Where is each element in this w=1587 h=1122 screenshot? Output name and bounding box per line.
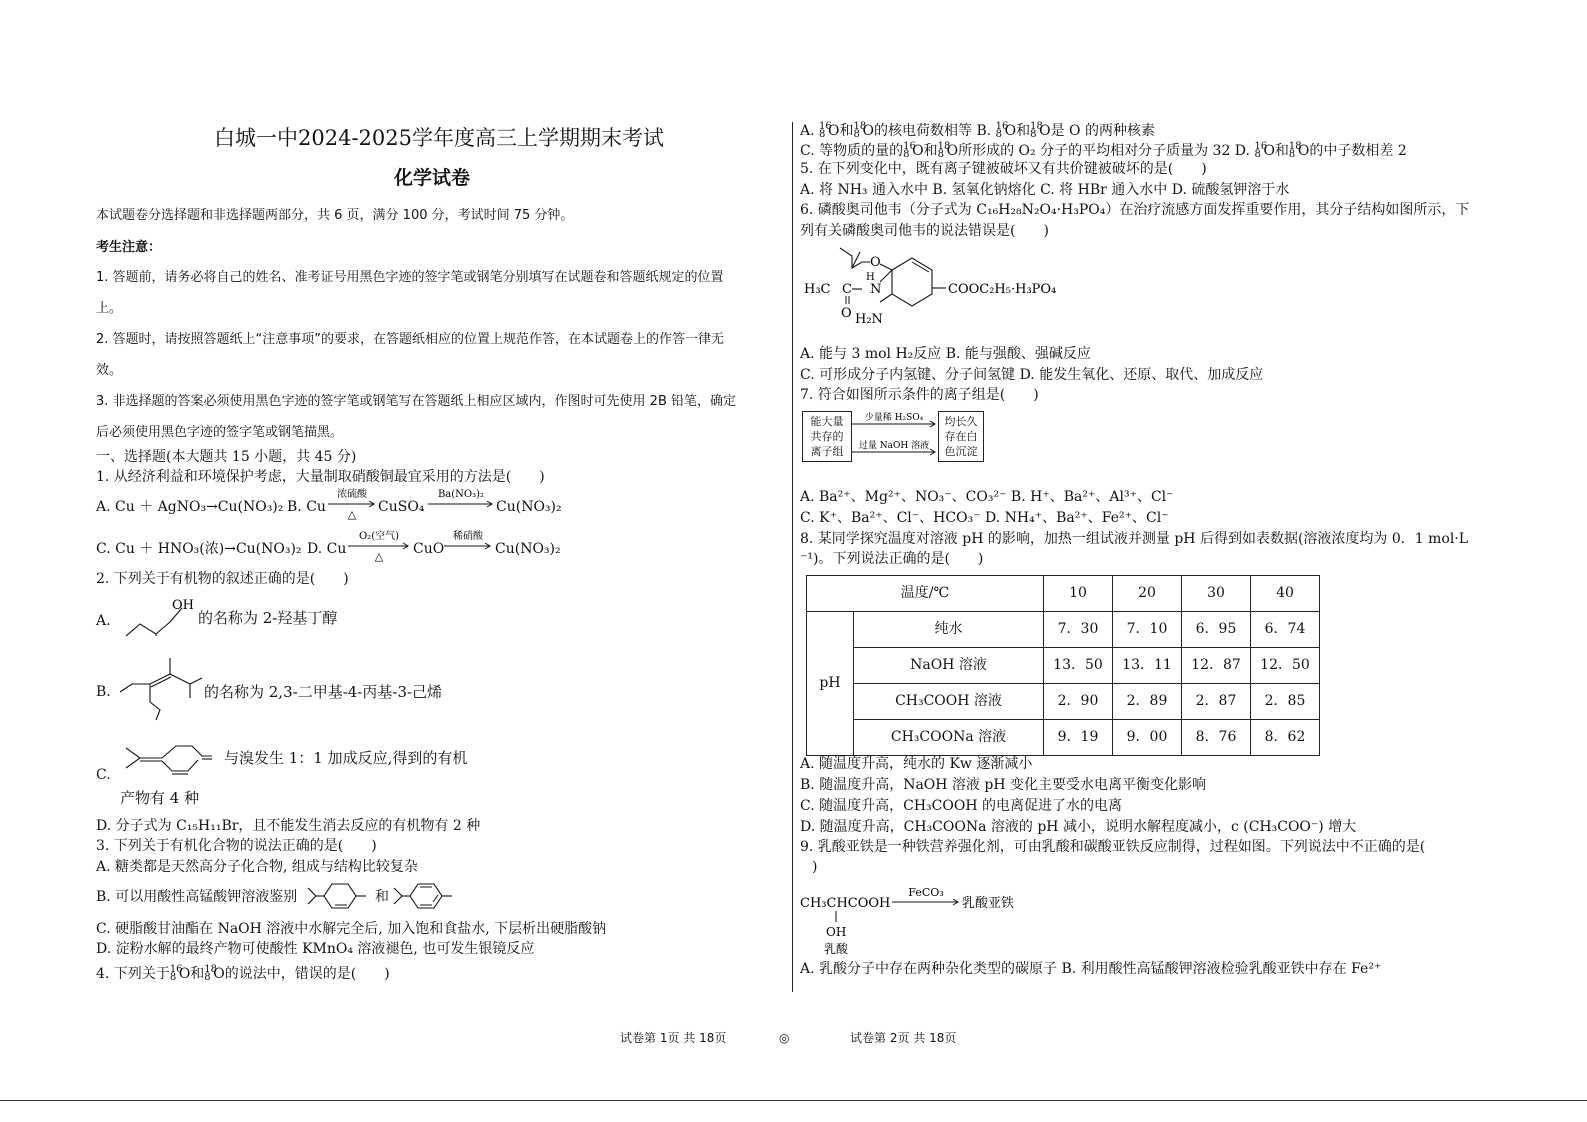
q3-option-c: C. 硬脂酸甘油酯在 NaOH 溶液中水解完全后, 加入饱和食盐水, 下层析出硬脂酸钠 [96,921,607,937]
q9-stem-2: ) [812,859,818,875]
note-1b: 上。 [96,301,123,316]
q8-option-d: D. 随温度升高，CH₃COONa 溶液的 pH 减小，说明水解程度减小，c (CH₃COO⁻) 增大 [800,819,1357,835]
column-divider [792,122,793,992]
q3-stem: 3. 下列关于有机化合物的说法正确的是( ) [96,838,377,854]
table-cell: 2．85 [1251,684,1320,720]
q1-d-intermediate: CuO [413,541,445,557]
section-heading: 一、选择题(本大题共 15 小题，共 45 分) [96,449,357,465]
table-row [807,684,1320,720]
q2-b-structure [116,654,206,724]
page-number-left: 试卷第 1页 共 18页 [620,1031,727,1045]
table-cell: 12．50 [1251,648,1320,684]
table-cell: 2．89 [1113,684,1182,720]
svg-text:N: N [870,282,882,297]
q4-and: 和 [190,966,205,982]
oxygen-symbol: O [213,966,225,982]
q9-options-ab: A. 乳酸分子中存在两种杂化类型的碳原子 B. 利用酸性高锰酸钾溶液检验乳酸亚铁中存在 Fe²⁺ [800,961,1382,977]
q4-options-cd: C. 等物质的量的 16 8 O和 18 8 O所形成的 O₂ 分子的平均相对分子质量为 32 D. 16 8 O和 18 8 O的中子数相差 2 [800,141,1407,160]
q1-stem: 1. 从经济利益和环境保护考虑，大量制取硝酸铜最宜采用的方法是( ) [96,469,545,485]
note-2a: 2. 答题时，请按照答题纸上“注意事项”的要求，在答题纸相应的位置上规范作答，在本试题卷上的作答一律无 [96,332,725,347]
table-cell: 9．00 [1113,720,1182,756]
note-2b: 效。 [96,363,123,378]
q1-b-arrow1-top: 浓硫酸 [337,489,367,500]
table-cell: 8．62 [1251,720,1320,756]
svg-text:H₂N: H₂N [855,312,883,327]
svg-text:COOC₂H₅·H₃PO₄: COOC₂H₅·H₃PO₄ [948,282,1057,297]
table-group-cell: pH [807,612,854,756]
q6-options-ab: A. 能与 3 mol H₂反应 B. 能与强酸、强碱反应 [800,346,1091,362]
table-cell: 7．10 [1113,612,1182,648]
table-header-row [807,576,1320,612]
table-cell: 6．74 [1251,612,1320,648]
q4-stem-pre: 4. 下列关于 [96,966,170,982]
table-header-cell: 30 [1182,576,1251,612]
q3-b-structure-1 [306,880,376,912]
table-cell: 13．11 [1113,648,1182,684]
q3-b-structure-2 [392,880,462,912]
q7-stem: 7. 符合如图所示条件的离子组是( ) [800,387,1039,403]
table-row-label: 纯水 [854,612,1044,648]
q1-d-product: Cu(NO₃)₂ [495,541,561,557]
q7-options-cd: C. K⁺、Ba²⁺、Cl⁻、HCO₃⁻ D. NH₄⁺、Ba²⁺、Fe²⁺、Cl⁻ [800,510,1169,526]
svg-text:H₃C: H₃C [804,282,831,297]
svg-text:O: O [870,255,881,270]
table-row-label: NaOH 溶液 [854,648,1044,684]
q1-option-b-start: B. Cu [287,499,326,515]
svg-text:乳酸: 乳酸 [824,942,849,956]
table-row [807,648,1320,684]
table-cell: 2．87 [1182,684,1251,720]
q3-option-b: B. 可以用酸性高锰酸钾溶液鉴别 [96,889,298,905]
q6-stem-1: 6. 磷酸奥司他韦（分子式为 C₁₆H₂₈N₂O₄·H₃PO₄）在治疗流感方面发挥重要作用，其分子结构如图所示，下 [800,202,1470,218]
q2-a-structure [122,596,198,642]
q7-options-ab: A. Ba²⁺、Mg²⁺、NO₃⁻、CO₃²⁻ B. H⁺、Ba²⁺、Al³⁺、Cl⁻ [800,489,1174,505]
exam-title: 白城一中2024-2025学年度高三上学期期末考试 [214,126,664,150]
q6-options-cd: C. 可形成分子内氢键、分子间氢键 D. 能发生氧化、还原、取代、加成反应 [800,367,1264,383]
q7-box-ion-group: 能大量 共存的 离子组 [802,411,852,462]
q1-b-intermediate: CuSO₄ [378,499,425,515]
q9-stem-1: 9. 乳酸亚铁是一种铁营养强化剂，可由乳酸和碳酸亚铁反应制得，过程如图。下列说法中不正确的是( [800,839,1426,855]
q2-option-c-label: C. [96,767,111,783]
q8-stem-1: 8. 某同学探究温度对溶液 pH 的影响，加热一组试液并测量 pH 后得到如表数据(溶液浓度均为 0．1 mol·L [800,531,1469,547]
page-number-right: 试卷第 2页 共 18页 [850,1031,957,1045]
note-3b: 后必须使用黑色字迹的签字笔或钢笔描黑。 [96,425,344,440]
intro-text: 本试题卷分选择题和非选择题两部分，共 6 页，满分 100 分，考试时间 75 分钟。 [96,208,574,223]
svg-text:少量稀 H₂SO₄: 少量稀 H₂SO₄ [864,413,924,423]
q8-option-a: A. 随温度升高，纯水的 Kw 逐渐减小 [800,756,1033,772]
svg-text:OH: OH [826,925,847,939]
q5-options: A. 将 NH₃ 通入水中 B. 氢氧化钠熔化 C. 将 HBr 通入水中 D. 硫酸氢钾溶于水 [800,182,1290,198]
q2-option-d: D. 分子式为 C₁₅H₁₁Br，且不能发生消去反应的有机物有 2 种 [96,818,481,834]
notice-heading: 考生注意： [96,240,162,255]
table-cell: 12．87 [1182,648,1251,684]
table-cell: 2．90 [1044,684,1113,720]
q2-option-c-text-2: 产物有 4 种 [120,789,200,807]
svg-text:C: C [842,282,852,297]
q2-option-b-text: 的名称为 2,3-二甲基-4-丙基-3-己烯 [204,683,443,701]
svg-text:H: H [866,272,875,283]
q1-d-arrow1-bottom: △ [374,550,384,563]
q2-a-oh-label: OH [172,598,194,613]
q4-stem: 4. 下列关于 16 8 O和 18 8 O的说法中，错误的是( ) [96,964,390,983]
q8-option-c: C. 随温度升高，CH₃COOH 的电离促进了水的电离 [800,798,1122,814]
q5-stem: 5. 在下列变化中，既有离子键被破坏又有共价键被破坏的是( ) [800,161,1207,177]
table-cell: 13．50 [1044,648,1113,684]
oxygen-symbol: O [178,966,191,982]
table-header-cell: 10 [1044,576,1113,612]
exam-subject-title: 化学试卷 [394,167,471,189]
footer-mark: ◎ [779,1031,790,1045]
q2-option-a-label: A. [96,613,111,629]
q1-d-arrow1-top: O₂(空气) [358,531,400,542]
q3-option-d: D. 淀粉水解的最终产物可使酸性 KMnO₄ 溶液褪色, 也可发生银镜反应 [96,941,535,957]
note-3a: 3. 非选择题的答案必须使用黑色字迹的签字笔或钢笔写在答题纸上相应区域内，作图时可先使用 2B 铅笔，确定 [96,394,736,409]
q7-flow-arrows [850,410,938,468]
q7-box-precipitate: 均长久 存在白 色沉淀 [938,411,984,462]
q2-option-b-label: B. [96,684,111,700]
svg-text:O: O [841,306,852,321]
table-cell: 9．19 [1044,720,1113,756]
q1-d-arrow2-top: 稀硝酸 [453,531,483,542]
q1-b-arrow2-top: Ba(NO₃)₂ [437,489,485,500]
q2-option-a-text: 的名称为 2-羟基丁醇 [198,609,338,627]
q1-option-a: A. Cu ＋ AgNO₃→Cu(NO₃)₂ [96,499,284,515]
q1-b-arrow-2 [426,486,496,510]
svg-text:乳酸亚铁: 乳酸亚铁 [962,896,1015,911]
q4-stem-post: 的说法中，错误的是( ) [224,966,390,982]
table-row-label: CH₃COONa 溶液 [854,720,1044,756]
table-row [807,720,1320,756]
svg-text:FeCO₃: FeCO₃ [908,886,944,899]
table-header-cell: 40 [1251,576,1320,612]
q2-stem: 2. 下列关于有机物的叙述正确的是( ) [96,571,349,587]
q3-option-a: A. 糖类都是天然高分子化合物, 组成与结构比较复杂 [96,859,418,875]
page-bottom-border [0,1100,1587,1101]
table-header-cell: 温度/℃ [807,576,1044,612]
q1-d-arrow-2 [442,528,494,552]
table-cell: 6．95 [1182,612,1251,648]
table-header-cell: 20 [1113,576,1182,612]
q8-option-b: B. 随温度升高，NaOH 溶液 pH 变化主要受水电离平衡变化影响 [800,777,1206,793]
q4-options-ab: A. 16 8 O和 18 8 O的核电荷数相等 B. 16 8 O和 18 8 O是 O 的两种核素 [800,121,1155,140]
q2-c-structure [122,738,222,780]
ph-data-table [806,575,1320,756]
oseltamivir-structure [800,242,1060,334]
lactic-acid-reaction [800,880,1040,958]
q1-option-d-start: D. Cu [307,541,347,557]
svg-text:CH₃CHCOOH: CH₃CHCOOH [800,896,891,911]
q1-option-c: C. Cu ＋ HNO₃(浓)→Cu(NO₃)₂ [96,541,302,557]
q1-b-product: Cu(NO₃)₂ [496,499,562,515]
table-cell: 7．30 [1044,612,1113,648]
table-cell: 8．76 [1182,720,1251,756]
q1-d-arrow-1 [346,528,412,564]
svg-text:过量 NaOH 溶液: 过量 NaOH 溶液 [858,441,930,451]
q1-b-arrow1-bottom: △ [347,508,357,521]
q3-b-and: 和 [375,889,389,905]
table-row-label: CH₃COOH 溶液 [854,684,1044,720]
q2-option-c-text: 与溴发生 1：1 加成反应,得到的有机 [224,749,468,767]
q6-stem-2: 列有关磷酸奥司他韦的说法错误是( ) [800,223,1049,239]
note-1a: 1. 答题前，请务必将自己的姓名、准考证号用黑色字迹的签字笔或钢笔分别填写在试题卷和答题纸规定的位置 [96,270,724,285]
table-row [807,612,1320,648]
q8-stem-2: ⁻¹)。下列说法正确的是( ) [800,551,984,567]
q1-b-arrow-1 [326,486,378,522]
